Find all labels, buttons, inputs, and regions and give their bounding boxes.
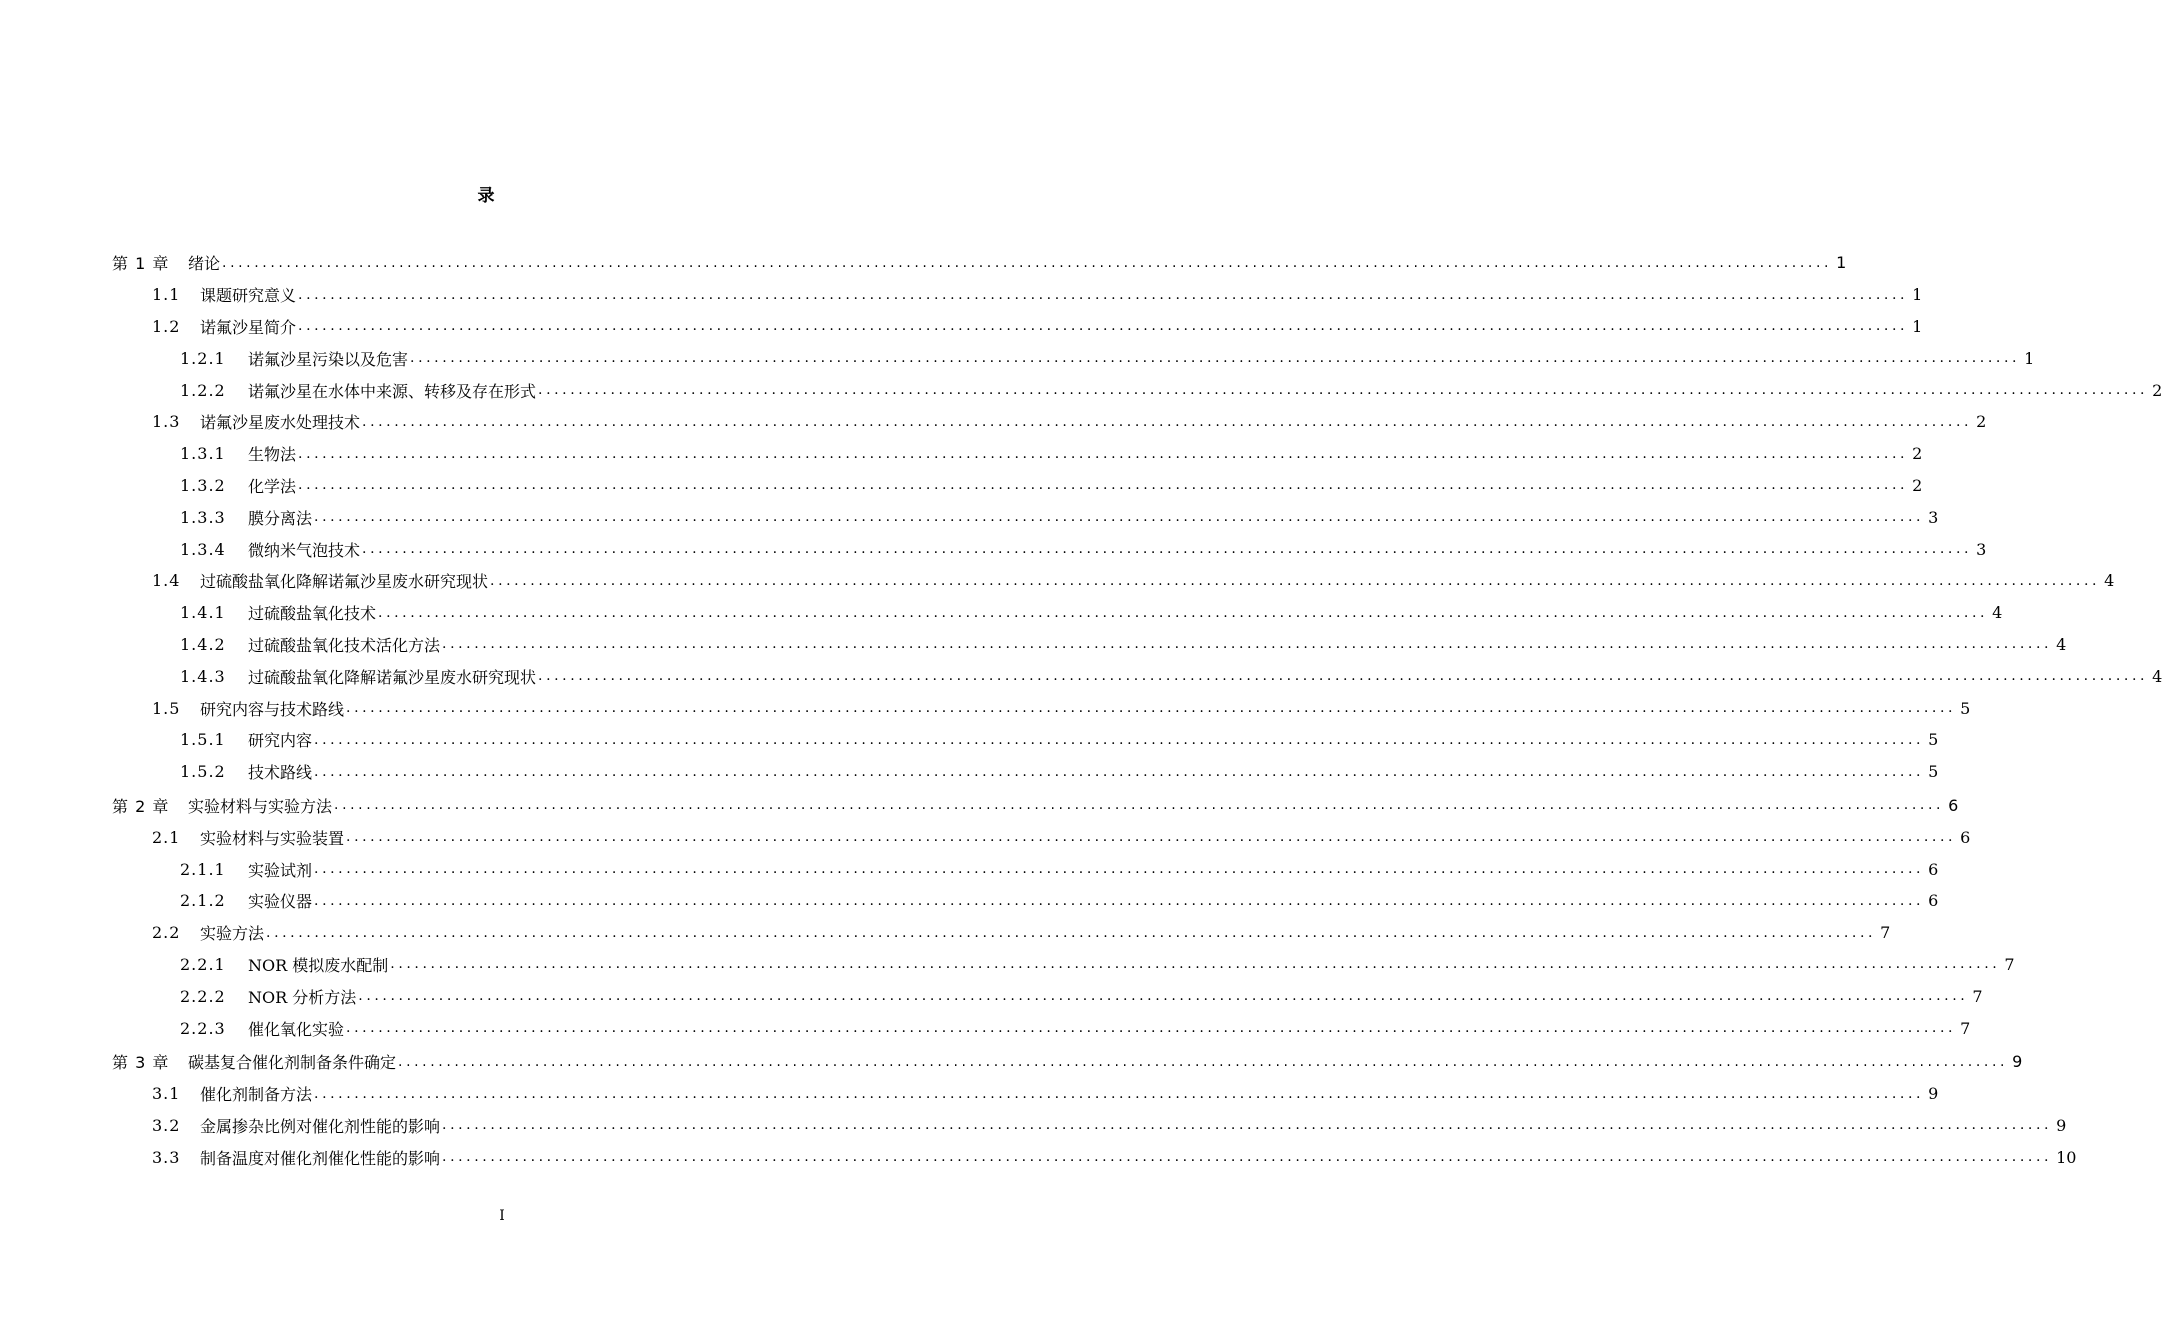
toc-entry-number: 1.3.1	[180, 444, 226, 464]
toc-entry-label: 诺氟沙星污染以及危害	[248, 349, 409, 369]
toc-entry-page: 1	[1912, 285, 1923, 305]
toc-entry-page: 5	[1928, 730, 1939, 750]
toc-entry-label: 诺氟沙星在水体中来源、转移及存在形式	[248, 381, 537, 401]
toc-entry-body	[200, 1114, 2067, 1137]
toc-entry-page: 7	[1972, 986, 1983, 1006]
toc-entry-number: 1.2.1	[180, 348, 226, 368]
toc-entry-body	[200, 1082, 1939, 1105]
toc-section-entry[interactable]	[0, 917, 1891, 949]
toc-entry-number: 3.3	[152, 1147, 181, 1167]
toc-entry-body	[248, 633, 2067, 656]
toc-entry-body	[248, 889, 1939, 912]
toc-dot-leader: ........................................................................................................................................................................................................	[442, 1149, 2053, 1166]
toc-entry-page: 5	[1960, 698, 1971, 718]
toc-dot-leader: ........................................................................................................................................................................................................	[334, 797, 1945, 814]
toc-entry-label: 过硫酸盐氧化技术	[248, 604, 377, 624]
toc-subsection-entry[interactable]	[0, 660, 2162, 692]
toc-entry-label: 过硫酸盐氧化降解诺氟沙星废水研究现状	[200, 572, 489, 592]
toc-entry-label: 诺氟沙星简介	[200, 317, 297, 337]
toc-entry-body	[248, 953, 2015, 976]
toc-dot-leader: ........................................................................................................................................................................................................	[298, 286, 1909, 303]
toc-dot-leader: ........................................................................................................................................................................................................	[442, 636, 2053, 653]
toc-entry-number: 2.1.2	[180, 891, 226, 911]
toc-section-entry[interactable]	[0, 1141, 2077, 1173]
toc-entry-page: 6	[1948, 795, 1959, 815]
toc-entry-label: 催化氧化实验	[248, 1019, 345, 1039]
toc-dot-leader: ........................................................................................................................................................................................................	[378, 604, 1989, 621]
toc-dot-leader: ........................................................................................................................................................................................................	[490, 572, 2101, 589]
table-of-contents	[0, 247, 2162, 1173]
page-number: I	[499, 1208, 505, 1224]
toc-entry-body	[248, 538, 1987, 561]
toc-entry-body	[200, 1146, 2077, 1169]
toc-section-entry[interactable]	[0, 311, 1923, 343]
toc-entry-body	[200, 283, 1923, 306]
toc-subsection-entry[interactable]	[0, 724, 1939, 756]
toc-entry-body	[248, 665, 2162, 688]
toc-chapter-entry[interactable]	[0, 1046, 2023, 1078]
toc-entry-page: 9	[2056, 1115, 2067, 1135]
toc-dot-leader: ........................................................................................................................................................................................................	[398, 1053, 2009, 1070]
toc-entry-number: 2.1.1	[180, 859, 226, 879]
toc-subsection-entry[interactable]	[0, 501, 1939, 533]
toc-chapter-entry[interactable]	[0, 247, 1847, 279]
toc-section-entry[interactable]	[0, 1110, 2067, 1142]
toc-entry-body	[188, 251, 1847, 274]
toc-entry-page: 4	[2152, 666, 2162, 686]
toc-entry-body	[200, 315, 1923, 338]
toc-section-entry[interactable]	[0, 692, 1971, 724]
toc-entry-label: 研究内容	[248, 731, 313, 751]
toc-subsection-entry[interactable]	[0, 470, 1923, 502]
toc-entry-page: 6	[1960, 827, 1971, 847]
toc-dot-leader: ........................................................................................................................................................................................................	[538, 382, 2149, 399]
toc-section-entry[interactable]	[0, 1078, 1939, 1110]
toc-entry-body	[248, 347, 2035, 370]
toc-entry-page: 3	[1928, 507, 1939, 527]
toc-entry-number: 2.2	[152, 923, 181, 943]
toc-subsection-entry[interactable]	[0, 374, 2162, 406]
toc-entry-label: 制备温度对催化剂催化性能的影响	[200, 1148, 441, 1168]
toc-entry-page: 6	[1928, 891, 1939, 911]
toc-dot-leader: ........................................................................................................................................................................................................	[390, 956, 2001, 973]
toc-dot-leader: ........................................................................................................................................................................................................	[358, 988, 1969, 1005]
toc-dot-leader: ........................................................................................................................................................................................................	[362, 541, 1973, 558]
toc-entry-body	[248, 1017, 1971, 1040]
toc-entry-label: 生物法	[248, 445, 297, 465]
toc-entry-number: 3.1	[152, 1084, 181, 1104]
toc-subsection-entry[interactable]	[0, 949, 2015, 981]
toc-section-entry[interactable]	[0, 821, 1971, 853]
toc-entry-page: 1	[2024, 348, 2035, 368]
toc-dot-leader: ........................................................................................................................................................................................................	[314, 731, 1925, 748]
toc-entry-body	[248, 760, 1939, 783]
toc-entry-number: 1.4.2	[180, 634, 226, 654]
page-title: 录	[477, 186, 495, 206]
toc-subsection-entry[interactable]	[0, 629, 2067, 661]
toc-entry-page: 4	[2104, 571, 2115, 591]
toc-subsection-entry[interactable]	[0, 980, 1983, 1012]
toc-dot-leader: ........................................................................................................................................................................................................	[266, 924, 1877, 941]
toc-entry-page: 10	[2056, 1147, 2077, 1167]
toc-subsection-entry[interactable]	[0, 342, 2035, 374]
toc-entry-page: 4	[2056, 634, 2067, 654]
toc-dot-leader: ........................................................................................................................................................................................................	[314, 861, 1925, 878]
toc-subsection-entry[interactable]	[0, 597, 2003, 629]
toc-entry-label: 碳基复合催化剂制备条件确定	[188, 1053, 397, 1073]
toc-dot-leader: ........................................................................................................................................................................................................	[410, 350, 2021, 367]
toc-subsection-entry[interactable]	[0, 885, 1939, 917]
toc-entry-label: 膜分离法	[248, 508, 313, 528]
toc-dot-leader: ........................................................................................................................................................................................................	[314, 892, 1925, 909]
toc-entry-label: 实验仪器	[248, 892, 313, 912]
toc-entry-page: 2	[2152, 380, 2162, 400]
toc-entry-body	[248, 442, 1923, 465]
toc-subsection-entry[interactable]	[0, 853, 1939, 885]
toc-entry-body	[188, 1050, 2023, 1073]
toc-entry-body	[200, 826, 1971, 849]
toc-entry-body	[200, 569, 2115, 592]
toc-entry-number: 2.1	[152, 827, 181, 847]
toc-entry-label: 过硫酸盐氧化降解诺氟沙星废水研究现状	[248, 667, 537, 687]
toc-entry-label: 研究内容与技术路线	[200, 699, 345, 719]
toc-entry-label: NOR 分析方法	[248, 987, 357, 1007]
toc-entry-body	[248, 601, 2003, 624]
toc-entry-page: 6	[1928, 859, 1939, 879]
toc-entry-body	[200, 410, 1987, 433]
toc-entry-page: 9	[1928, 1084, 1939, 1104]
toc-entry-body	[248, 379, 2162, 402]
toc-entry-label: 实验材料与实验方法	[188, 796, 333, 816]
toc-subsection-entry[interactable]	[0, 438, 1923, 470]
toc-entry-number: 1.3.3	[180, 507, 226, 527]
toc-entry-page: 7	[1960, 1018, 1971, 1038]
toc-entry-number: 2.2.2	[180, 986, 226, 1006]
toc-dot-leader: ........................................................................................................................................................................................................	[346, 700, 1957, 717]
toc-entry-number: 1.4.3	[180, 666, 226, 686]
toc-entry-number: 1.3.2	[180, 475, 226, 495]
toc-dot-leader: ........................................................................................................................................................................................................	[314, 509, 1925, 526]
toc-dot-leader: ........................................................................................................................................................................................................	[346, 1020, 1957, 1037]
toc-entry-label: NOR 模拟废水配制	[248, 955, 389, 975]
toc-subsection-entry[interactable]	[0, 1012, 1971, 1044]
toc-entry-page: 7	[2004, 954, 2015, 974]
toc-entry-number: 第 1 章	[112, 254, 170, 274]
toc-entry-label: 化学法	[248, 476, 297, 496]
toc-entry-number: 1.5.2	[180, 762, 226, 782]
toc-entry-number: 2.2.3	[180, 1018, 226, 1038]
toc-entry-body	[248, 985, 1983, 1008]
toc-dot-leader: ........................................................................................................................................................................................................	[222, 254, 1833, 271]
toc-entry-page: 1	[1836, 253, 1847, 273]
toc-entry-number: 1.5.1	[180, 730, 226, 750]
toc-dot-leader: ........................................................................................................................................................................................................	[314, 763, 1925, 780]
toc-entry-number: 第 2 章	[112, 796, 170, 816]
toc-dot-leader: ........................................................................................................................................................................................................	[298, 445, 1909, 462]
toc-entry-body	[200, 697, 1971, 720]
toc-entry-number: 1.4.1	[180, 603, 226, 623]
toc-entry-label: 绪论	[188, 254, 221, 274]
toc-entry-number: 1.3	[152, 412, 181, 432]
toc-dot-leader: ........................................................................................................................................................................................................	[314, 1085, 1925, 1102]
toc-entry-number: 1.2.2	[180, 380, 226, 400]
toc-entry-number: 1.4	[152, 571, 181, 591]
toc-section-entry[interactable]	[0, 565, 2115, 597]
toc-entry-body	[248, 474, 1923, 497]
toc-chapter-entry[interactable]	[0, 790, 1959, 822]
toc-entry-page: 4	[1992, 603, 2003, 623]
toc-subsection-entry[interactable]	[0, 756, 1939, 788]
toc-entry-number: 3.2	[152, 1115, 181, 1135]
toc-entry-page: 2	[1976, 412, 1987, 432]
toc-entry-number: 1.5	[152, 698, 181, 718]
toc-entry-number: 第 3 章	[112, 1053, 170, 1073]
toc-entry-body	[200, 921, 1891, 944]
toc-entry-page: 2	[1912, 444, 1923, 464]
toc-entry-body	[248, 506, 1939, 529]
toc-entry-body	[248, 728, 1939, 751]
toc-dot-leader: ........................................................................................................................................................................................................	[442, 1117, 2053, 1134]
toc-section-entry[interactable]	[0, 406, 1987, 438]
toc-entry-label: 技术路线	[248, 763, 313, 783]
toc-dot-leader: ........................................................................................................................................................................................................	[298, 318, 1909, 335]
toc-entry-label: 实验材料与实验装置	[200, 828, 345, 848]
toc-entry-body	[188, 794, 1959, 817]
toc-entry-number: 1.1	[152, 285, 181, 305]
toc-entry-page: 2	[1912, 475, 1923, 495]
toc-entry-label: 课题研究意义	[200, 286, 297, 306]
toc-entry-page: 9	[2012, 1052, 2023, 1072]
toc-dot-leader: ........................................................................................................................................................................................................	[298, 477, 1909, 494]
toc-entry-number: 2.2.1	[180, 954, 226, 974]
toc-entry-label: 微纳米气泡技术	[248, 540, 361, 560]
toc-entry-label: 实验方法	[200, 924, 265, 944]
toc-entry-label: 过硫酸盐氧化技术活化方法	[248, 635, 441, 655]
toc-entry-number: 1.2	[152, 316, 181, 336]
toc-dot-leader: ........................................................................................................................................................................................................	[362, 413, 1973, 430]
toc-subsection-entry[interactable]	[0, 533, 1987, 565]
toc-entry-body	[248, 858, 1939, 881]
toc-entry-page: 7	[1880, 923, 1891, 943]
toc-entry-label: 实验试剂	[248, 860, 313, 880]
toc-entry-page: 3	[1976, 539, 1987, 559]
toc-entry-label: 催化剂制备方法	[200, 1085, 313, 1105]
toc-entry-label: 诺氟沙星废水处理技术	[200, 413, 361, 433]
toc-section-entry[interactable]	[0, 279, 1923, 311]
toc-entry-page: 5	[1928, 762, 1939, 782]
toc-dot-leader: ........................................................................................................................................................................................................	[346, 829, 1957, 846]
toc-entry-label: 金属掺杂比例对催化剂性能的影响	[200, 1116, 441, 1136]
toc-dot-leader: ........................................................................................................................................................................................................	[538, 668, 2149, 685]
toc-entry-number: 1.3.4	[180, 539, 226, 559]
toc-entry-page: 1	[1912, 316, 1923, 336]
